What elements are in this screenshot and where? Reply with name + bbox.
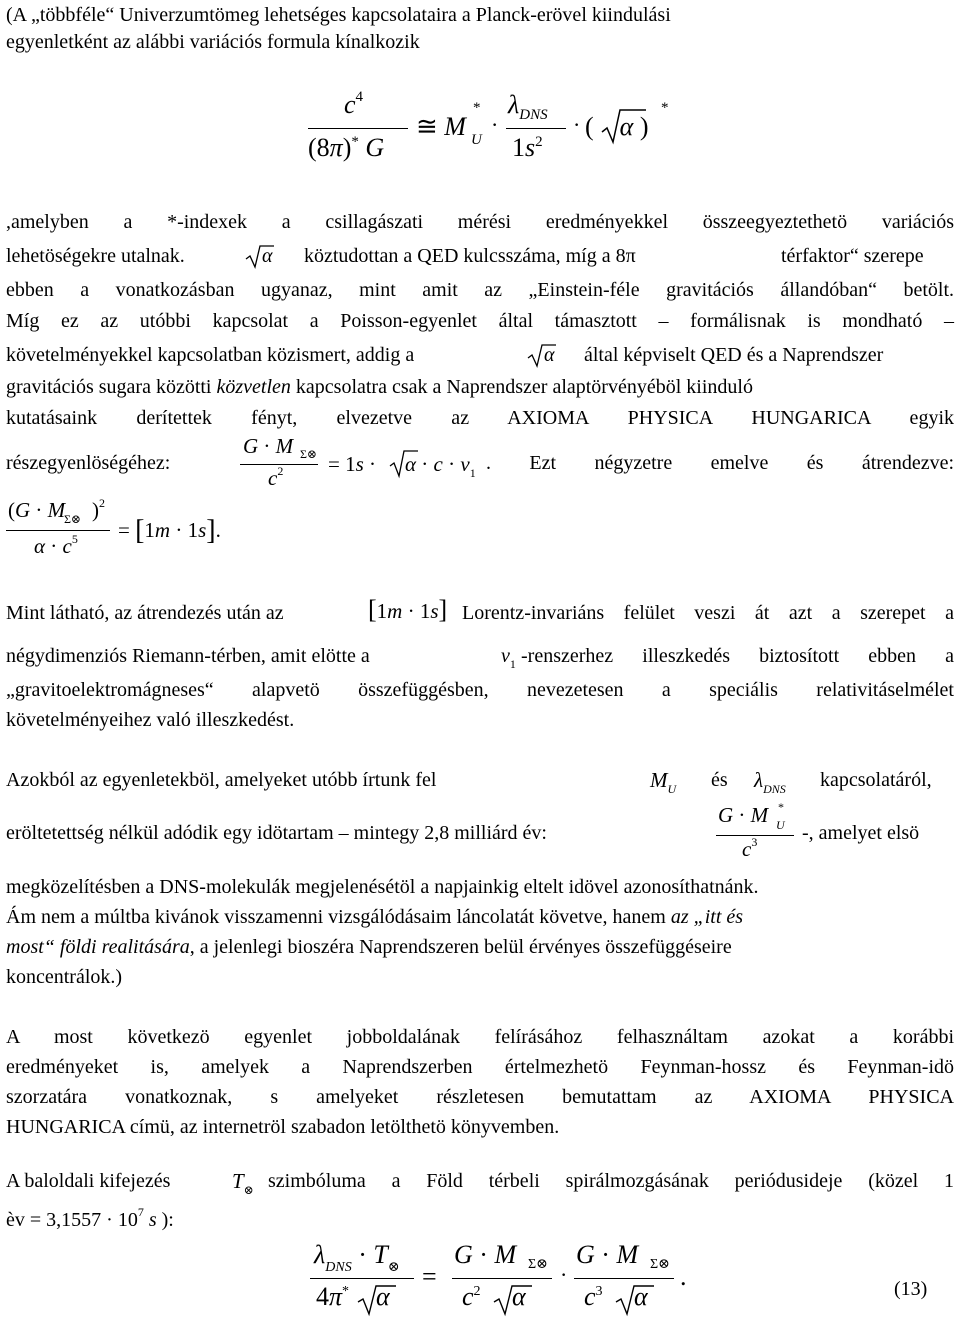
para4-line-2: eredményeket is, amelyek a Naprendszerben értelmezhetö Feynman-hossz és Feynman-idö [6,1056,954,1078]
para4-line-3: szorzatára vonatkoznak, s amelyeket részletesen bemutattam az AXIOMA PHYSICA [6,1086,954,1108]
para1-line-6: gravitációs sugara közötti közvetlen kapcsolatra csak a Naprendszer alaptörvényéböl kiinduló [6,376,753,398]
para2-line-3: „gravitoelektromágneses“ alapvetö összefüggésben, nevezetesen a speciális relativitáselmélet [6,679,954,701]
intro-line-2: egyenletként az alábbi variációs formula kínalkozik [6,31,420,53]
para1-line-7: kutatásaink derítettek fényt, elvezetve az AXIOMA PHYSICA HUNGARICA egyik [6,407,954,429]
equation-number: (13) [894,1278,928,1300]
para4-line-4: HUNGARICA címü, az internetröl szabadon letölthetö könyvemben. [6,1116,560,1138]
para2-line-4: követelményeihez való illeszkedést. [6,709,295,731]
para1-line-3: ebben a vonatkozásban ugyanaz, mint amit az „Einstein-féle gravitációs állandóban“ betölt. [6,279,954,301]
intro-line-1: (A „többféle“ Univerzumtömeg lehetséges kapcsolataira a Planck-erövel kiindulási [6,4,671,26]
para5-line-2: èv = $3,1557 \cdot 10^7$ s ): [6,1205,174,1231]
para3-line-3: megközelítésben a DNS-molekulák megjelenésétöl a napjainkig eltelt idövel azonosíthatnánk. [6,876,759,898]
para1-line-4: Míg ez az utóbbi kapcsolat a Poisson-egyenlet által támasztott – formálisnak is mondható – [6,310,954,332]
para3-line-5: most“ földi realitására, a jelenlegi bioszéra Naprendszeren belül érvényes összefüggéseire [6,936,732,958]
para3-line-6: koncentrálok.) [6,966,123,988]
para3-line-4: Ám nem a múltba kivánok visszamenni vizsgálódásaim láncolatát követve, hanem az „itt és [6,906,744,928]
para4-line-1: A most következö egyenlet jobboldalának felírásához felhasználtam azokat a korábbi [6,1026,954,1048]
para1-line-1: ,amelyben a *-indexek a csillagászati mérési eredményekkel összeegyeztethetö variációs [6,211,954,233]
